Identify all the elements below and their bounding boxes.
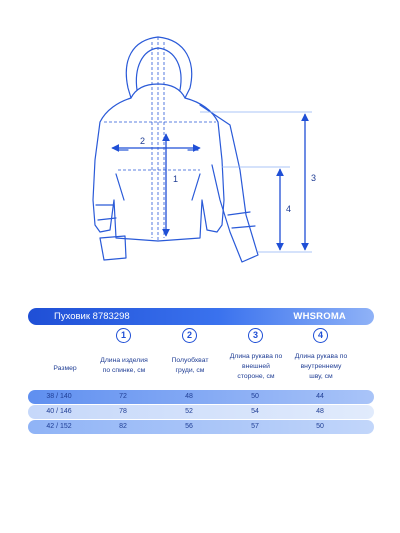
- table-row: 42 / 152 82 56 57 50: [28, 420, 374, 434]
- marker-2: 2: [182, 328, 197, 343]
- label-3: 3: [311, 173, 317, 183]
- product-name: Пуховик 8783298: [54, 311, 130, 322]
- product-banner: [28, 308, 374, 325]
- right-sleeve: [200, 105, 258, 262]
- table-row: 38 / 140 72 48 50 44: [28, 390, 374, 404]
- header-length: Длина изделия по спинке, см: [100, 357, 148, 374]
- label-1: 1: [173, 174, 179, 184]
- brand-name: WHSROMA: [293, 311, 346, 322]
- header-chest: Полуобхват груди, см: [171, 357, 209, 374]
- header-size: Размер: [53, 365, 77, 372]
- header-sleeve-inner: Длина рукава по внутреннему шву, см: [294, 353, 348, 380]
- jacket-body: [93, 98, 224, 241]
- table-row: 40 / 146 78 52 54 48: [28, 405, 374, 419]
- label-2: 2: [140, 136, 146, 146]
- label-4: 4: [286, 204, 292, 214]
- hood-outline: [126, 37, 191, 98]
- marker-1: 1: [116, 328, 131, 343]
- marker-4: 4: [313, 328, 328, 343]
- marker-3: 3: [248, 328, 263, 343]
- header-sleeve-outer: Длина рукава по внешней стороне, см: [229, 353, 283, 380]
